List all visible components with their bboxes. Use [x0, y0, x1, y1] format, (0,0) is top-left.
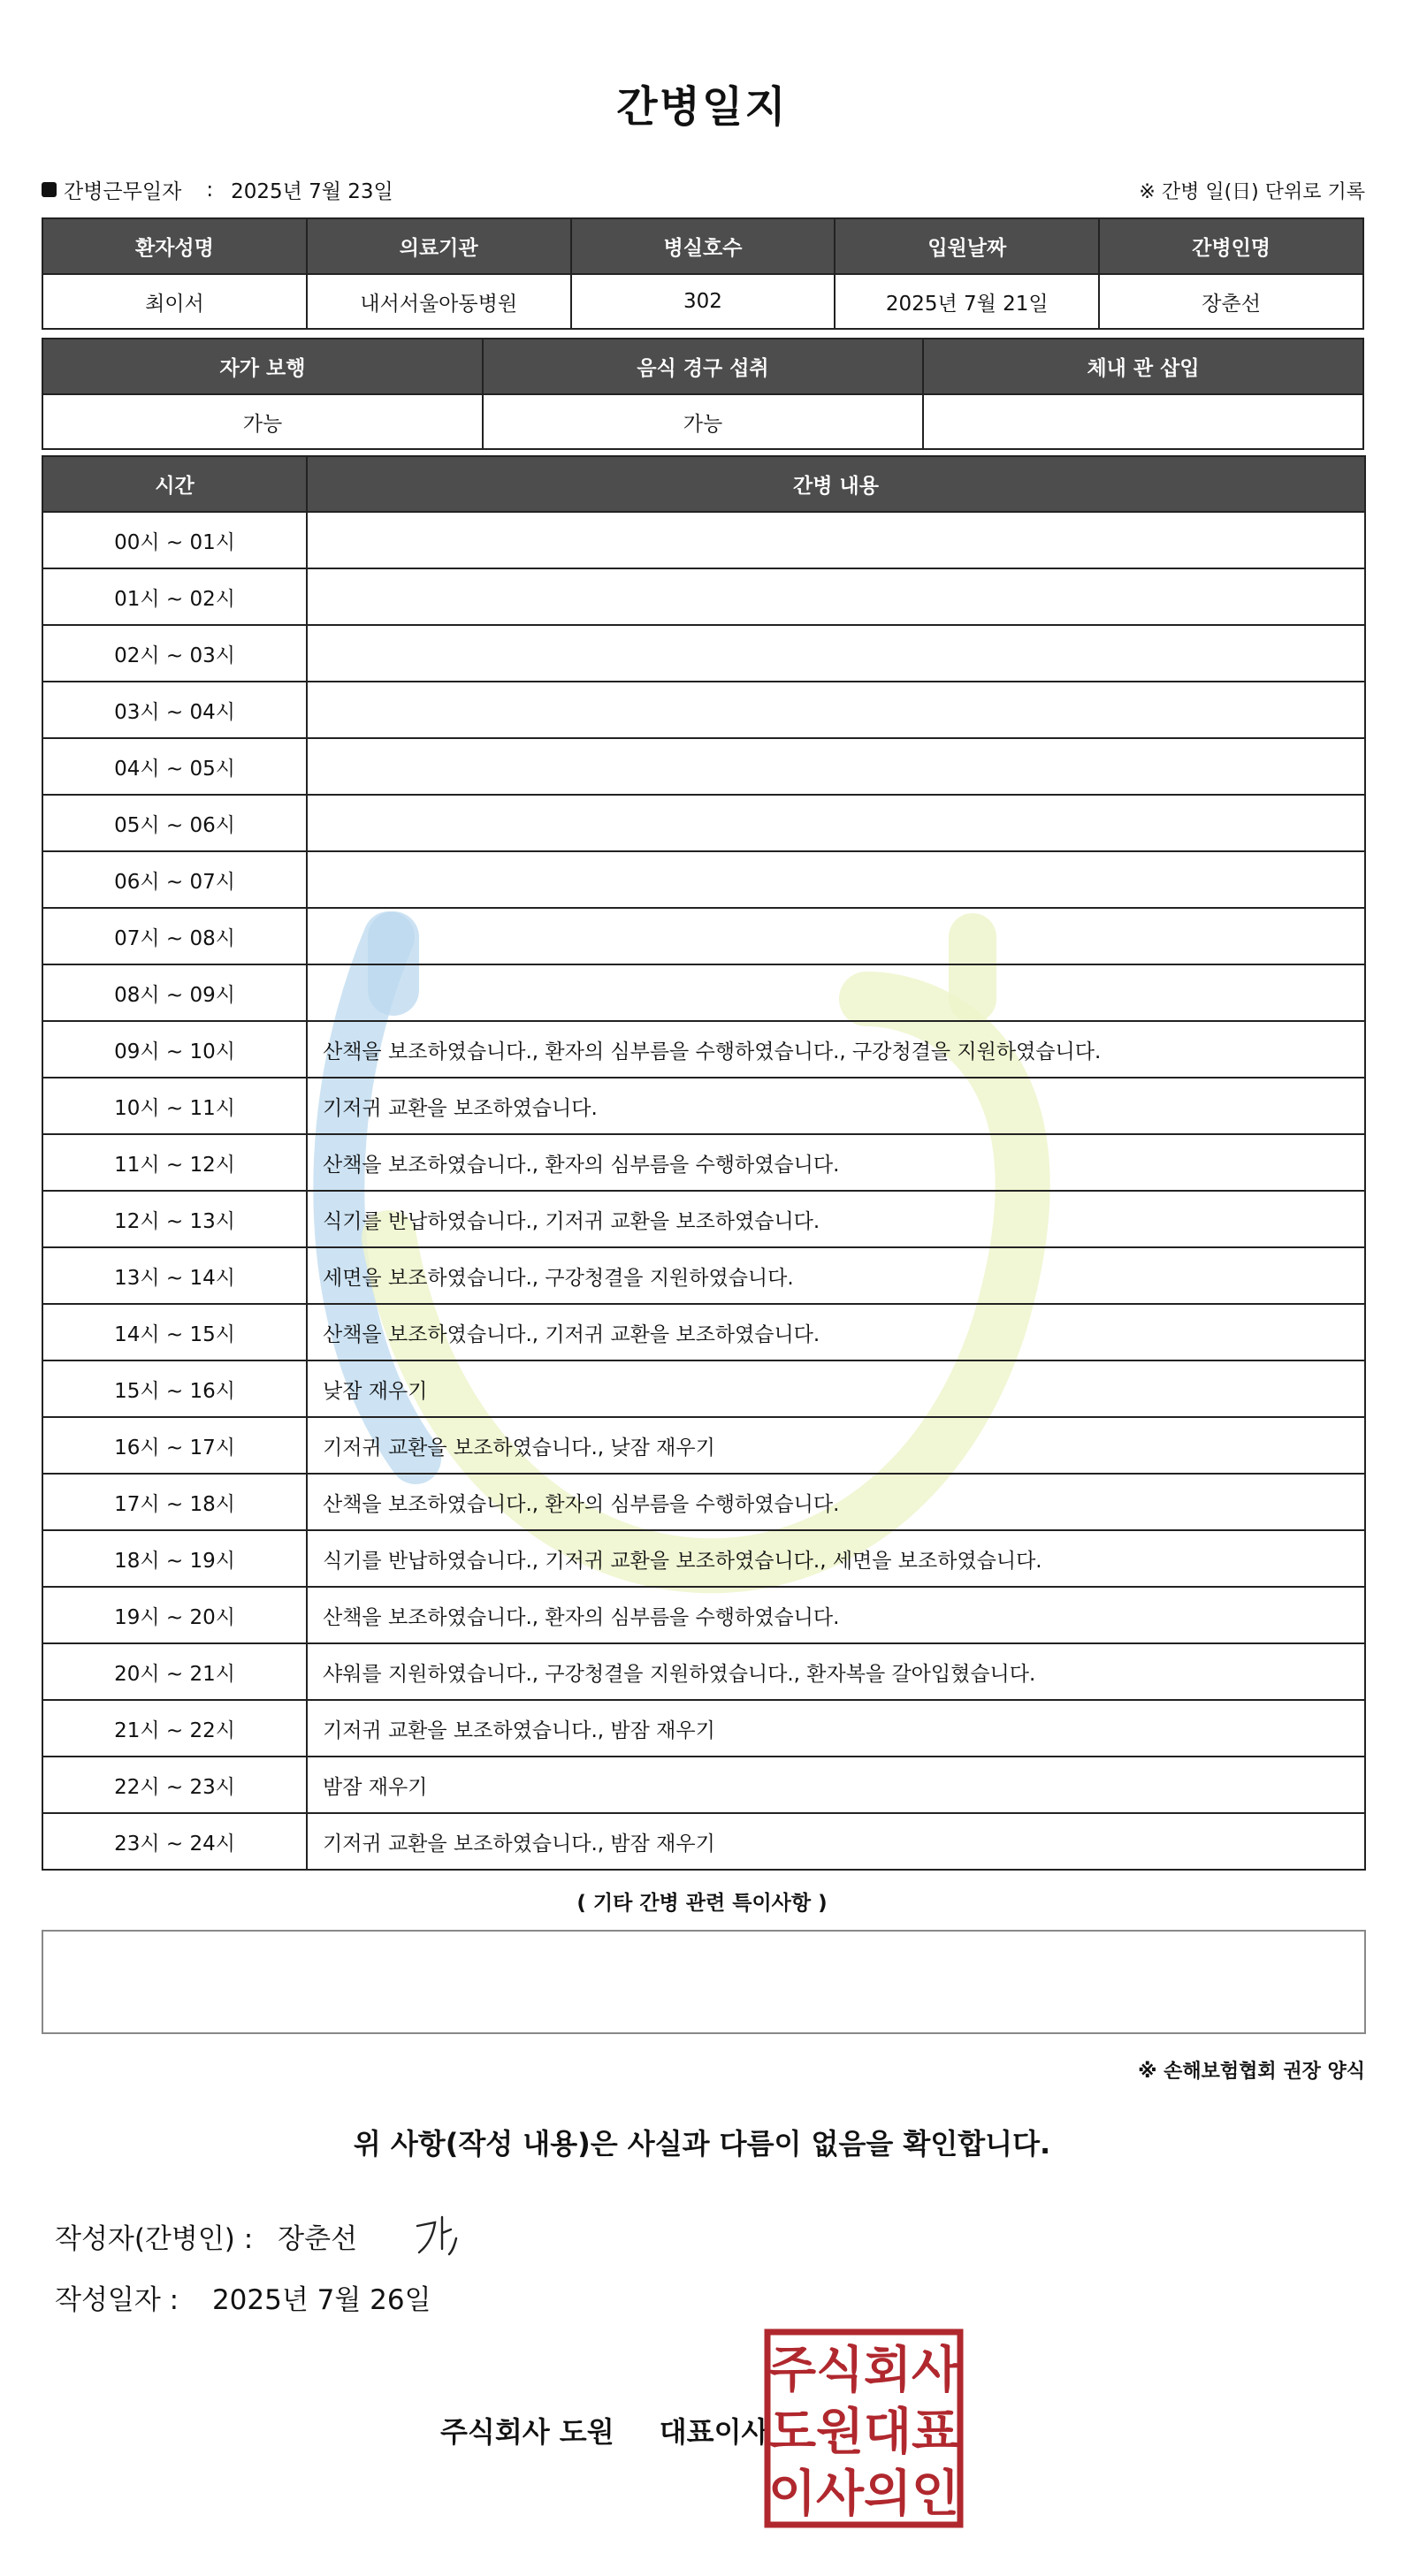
log-row	[42, 964, 1365, 1021]
caregiver-name: 장춘선	[1099, 274, 1363, 329]
seal-character: 인	[911, 2465, 960, 2523]
representative-title: 대표이사	[659, 2415, 769, 2449]
log-row	[42, 1191, 1365, 1247]
care-log-table	[42, 455, 1366, 1871]
log-time: 18시 ~ 19시	[42, 1530, 307, 1587]
log-content: 식기를 반납하였습니다., 기저귀 교환을 보조하였습니다.	[307, 1191, 1365, 1247]
log-row	[42, 851, 1365, 908]
header-self-walking: 자가 보행	[42, 339, 483, 394]
seal-character: 의	[863, 2465, 912, 2523]
header-tube-insertion: 체내 관 삽입	[923, 339, 1363, 394]
log-time: 09시 ~ 10시	[42, 1021, 307, 1078]
log-time: 03시 ~ 04시	[42, 682, 307, 738]
log-time: 11시 ~ 12시	[42, 1134, 307, 1191]
seal-character: 표	[911, 2404, 960, 2461]
log-time: 06시 ~ 07시	[42, 851, 307, 908]
work-date-label: 간병근무일자	[64, 180, 182, 203]
header-hospital: 의료기관	[307, 218, 571, 274]
handwritten-signature	[410, 2212, 472, 2260]
seal-character: 사	[815, 2465, 865, 2523]
remarks-title: ( 기타 간병 관련 특이사항 )	[576, 1892, 828, 1915]
seal-character: 이	[767, 2465, 817, 2523]
header-patient-name: 환자성명	[42, 218, 307, 274]
log-time: 23시 ~ 24시	[42, 1813, 307, 1870]
log-time: 17시 ~ 18시	[42, 1474, 307, 1530]
log-time: 15시 ~ 16시	[42, 1360, 307, 1417]
room-number: 302	[571, 274, 836, 329]
header-oral-intake: 음식 경구 섭취	[483, 339, 923, 394]
company-signature-line	[440, 2410, 768, 2450]
self-walking-value: 가능	[42, 394, 483, 449]
log-content: 세면을 보조하였습니다., 구강청결을 지원하였습니다.	[307, 1247, 1365, 1304]
log-content: 산책을 보조하였습니다., 기저귀 교환을 보조하였습니다.	[307, 1304, 1365, 1360]
log-time: 00시 ~ 01시	[42, 512, 307, 568]
log-row	[42, 682, 1365, 738]
log-time: 10시 ~ 11시	[42, 1078, 307, 1134]
log-row	[42, 1530, 1365, 1587]
log-content: 기저귀 교환을 보조하였습니다., 밤잠 재우기	[307, 1813, 1365, 1870]
log-content: 산책을 보조하였습니다., 환자의 심부름을 수행하였습니다.	[307, 1134, 1365, 1191]
log-row	[42, 1304, 1365, 1360]
log-content: 산책을 보조하였습니다., 환자의 심부름을 수행하였습니다.	[307, 1587, 1365, 1643]
log-row	[42, 795, 1365, 851]
bullet-square-icon	[42, 182, 57, 197]
page-title: 간병일지	[616, 82, 788, 132]
seal-character: 원	[815, 2404, 865, 2461]
hospital-name: 내서서울아동병원	[307, 274, 571, 329]
log-row	[42, 1757, 1365, 1813]
header-time: 시간	[42, 456, 307, 512]
log-time: 07시 ~ 08시	[42, 908, 307, 964]
log-content	[307, 625, 1365, 682]
log-content	[307, 682, 1365, 738]
log-content: 기저귀 교환을 보조하였습니다., 낮잠 재우기	[307, 1417, 1365, 1474]
log-time: 19시 ~ 20시	[42, 1587, 307, 1643]
log-content: 기저귀 교환을 보조하였습니다., 밤잠 재우기	[307, 1700, 1365, 1757]
log-content: 식기를 반납하였습니다., 기저귀 교환을 보조하였습니다., 세면을 보조하였습니다.	[307, 1530, 1365, 1587]
log-content: 기저귀 교환을 보조하였습니다.	[307, 1078, 1365, 1134]
header-room-number: 병실호수	[571, 218, 836, 274]
log-time: 01시 ~ 02시	[42, 568, 307, 625]
writer-row	[55, 2212, 472, 2260]
work-date-row	[42, 175, 393, 204]
work-date-value: 2025년 7월 23일	[231, 180, 393, 203]
log-row	[42, 908, 1365, 964]
log-time: 20시 ~ 21시	[42, 1643, 307, 1700]
log-row	[42, 1813, 1365, 1870]
log-content	[307, 795, 1365, 851]
log-row	[42, 1587, 1365, 1643]
log-content	[307, 512, 1365, 568]
log-content	[307, 908, 1365, 964]
log-time: 08시 ~ 09시	[42, 964, 307, 1021]
log-content	[307, 568, 1365, 625]
log-content	[307, 738, 1365, 795]
writer-label: 작성자(간병인) :	[55, 2222, 254, 2255]
log-row	[42, 1700, 1365, 1757]
header-caregiver-name: 간병인명	[1099, 218, 1363, 274]
log-content	[307, 851, 1365, 908]
log-row	[42, 1474, 1365, 1530]
seal-character: 주	[767, 2342, 817, 2399]
log-row	[42, 1360, 1365, 1417]
log-time: 12시 ~ 13시	[42, 1191, 307, 1247]
company-name: 주식회사 도원	[440, 2415, 614, 2449]
log-row	[42, 1078, 1365, 1134]
log-content: 밤잠 재우기	[307, 1757, 1365, 1813]
log-row	[42, 1417, 1365, 1474]
written-date-value: 2025년 7월 26일	[211, 2284, 431, 2316]
log-time: 21시 ~ 22시	[42, 1700, 307, 1757]
patient-info-table	[42, 217, 1364, 330]
log-time: 05시 ~ 06시	[42, 795, 307, 851]
log-time: 14시 ~ 15시	[42, 1304, 307, 1360]
log-content: 산책을 보조하였습니다., 환자의 심부름을 수행하였습니다., 구강청결을 지원하였습니다.	[307, 1021, 1365, 1078]
seal-character: 대	[863, 2404, 912, 2461]
confirmation-statement: 위 사항(작성 내용)은 사실과 다름이 없음을 확인합니다.	[353, 2127, 1051, 2161]
oral-intake-value: 가능	[483, 394, 923, 449]
seal-character: 식	[815, 2342, 865, 2399]
remarks-box	[42, 1930, 1366, 2034]
log-content	[307, 964, 1365, 1021]
log-row	[42, 1021, 1365, 1078]
patient-name: 최이서	[42, 274, 307, 329]
log-content: 낮잠 재우기	[307, 1360, 1365, 1417]
log-row	[42, 568, 1365, 625]
company-seal-stamp	[764, 2328, 964, 2528]
log-time: 13시 ~ 14시	[42, 1247, 307, 1304]
recommend-note: ※ 손해보험협회 권장 양식	[1138, 2061, 1365, 2083]
log-row	[42, 1247, 1365, 1304]
written-date-row	[55, 2277, 431, 2317]
log-row	[42, 1643, 1365, 1700]
log-row	[42, 625, 1365, 682]
log-row	[42, 1134, 1365, 1191]
log-time: 04시 ~ 05시	[42, 738, 307, 795]
seal-character: 회	[863, 2342, 912, 2399]
seal-character: 사	[911, 2342, 960, 2399]
writer-name: 장춘선	[278, 2222, 358, 2255]
log-time: 22시 ~ 23시	[42, 1757, 307, 1813]
header-care-content: 간병 내용	[307, 456, 1365, 512]
admission-date: 2025년 7월 21일	[835, 274, 1099, 329]
log-row	[42, 512, 1365, 568]
log-content: 산책을 보조하였습니다., 환자의 심부름을 수행하였습니다.	[307, 1474, 1365, 1530]
log-time: 02시 ~ 03시	[42, 625, 307, 682]
seal-character: 도	[767, 2404, 817, 2461]
patient-ability-table	[42, 338, 1364, 450]
log-row	[42, 738, 1365, 795]
work-date-colon: :	[206, 178, 214, 202]
header-admission-date: 입원날짜	[835, 218, 1099, 274]
record-unit-note: ※ 간병 일(日) 단위로 기록	[1139, 181, 1365, 203]
tube-insertion-value	[923, 394, 1363, 449]
log-time: 16시 ~ 17시	[42, 1417, 307, 1474]
log-content: 샤워를 지원하였습니다., 구강청결을 지원하였습니다., 환자복을 갈아입혔습니다.	[307, 1643, 1365, 1700]
written-date-label: 작성일자 :	[55, 2284, 179, 2316]
